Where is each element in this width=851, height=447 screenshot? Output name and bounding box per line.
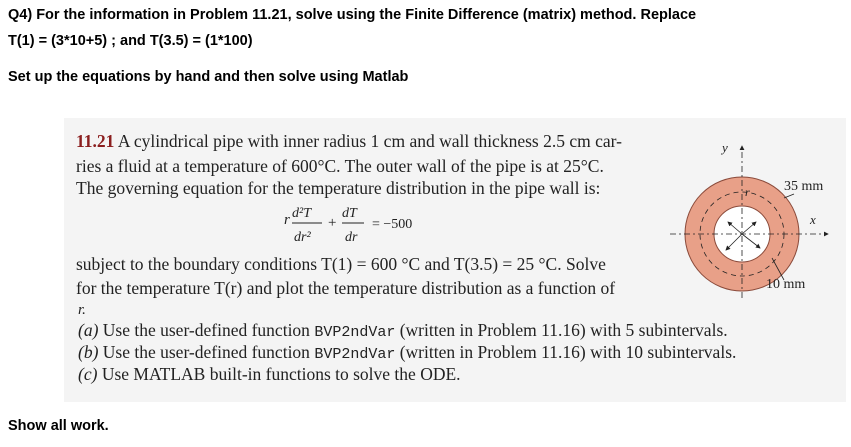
radius-label: r bbox=[745, 185, 750, 199]
part-c-label: (c) bbox=[78, 364, 98, 384]
part-a-label: (a) bbox=[78, 320, 99, 340]
outer-dimension-label: 35 mm bbox=[784, 179, 824, 194]
part-c bbox=[78, 364, 461, 385]
eq-r: r bbox=[284, 212, 290, 228]
x-axis-label: x bbox=[810, 212, 816, 227]
problem-line-6: r. bbox=[78, 302, 86, 318]
eq-rhs: = −500 bbox=[372, 217, 413, 232]
problem-line-5: for the temperature T(r) and plot the temperature distribution as a function of bbox=[76, 278, 616, 298]
problem-line-4: subject to the boundary conditions T(1) = 600 °C and T(3.5) = 25 °C. Solve bbox=[76, 254, 606, 274]
question-footer: Show all work. bbox=[8, 418, 109, 434]
eq-plus: + bbox=[328, 215, 337, 231]
part-b-label: (b) bbox=[78, 342, 99, 362]
governing-equation bbox=[278, 204, 458, 254]
inner-dimension-label: 10 mm bbox=[766, 277, 806, 292]
part-b-text-2: (written in Problem 11.16) with 10 subintervals. bbox=[395, 342, 737, 362]
problem-line-2: ries a fluid at a temperature of 600°C. The outer wall of the pipe is at 25°C. bbox=[76, 156, 604, 176]
problem-line-1 bbox=[76, 131, 622, 152]
part-a bbox=[78, 320, 728, 341]
part-a-text-2: (written in Problem 11.16) with 5 subintervals. bbox=[395, 320, 728, 340]
y-axis-label: y bbox=[722, 140, 728, 155]
part-b bbox=[78, 342, 736, 363]
part-b-code: BVP2ndVar bbox=[314, 346, 396, 363]
part-a-code: BVP2ndVar bbox=[314, 324, 396, 341]
part-b-text-1: Use the user-defined function bbox=[102, 342, 315, 362]
eq-d2t: d²T bbox=[292, 206, 311, 221]
question-instruction: Set up the equations by hand and then solve using Matlab bbox=[8, 69, 409, 85]
eq-dt: dT bbox=[342, 206, 357, 221]
problem-number: 11.21 bbox=[76, 131, 115, 151]
question-line-2: T(1) = (3*10+5) ; and T(3.5) = (1*100) bbox=[8, 33, 253, 49]
eq-dr: dr bbox=[345, 230, 358, 245]
problem-text-1: A cylindrical pipe with inner radius 1 cm and wall thickness 2.5 cm car- bbox=[117, 131, 622, 151]
part-c-text: Use MATLAB built-in functions to solve the ODE. bbox=[101, 364, 461, 384]
eq-dr2: dr² bbox=[294, 230, 311, 245]
question-line-1: Q4) For the information in Problem 11.21, solve using the Finite Difference (matrix) method. Replace bbox=[8, 7, 697, 23]
part-a-text-1: Use the user-defined function bbox=[102, 320, 315, 340]
problem-line-3: The governing equation for the temperature distribution in the pipe wall is: bbox=[76, 178, 601, 198]
pipe-cross-section-diagram bbox=[660, 138, 845, 298]
